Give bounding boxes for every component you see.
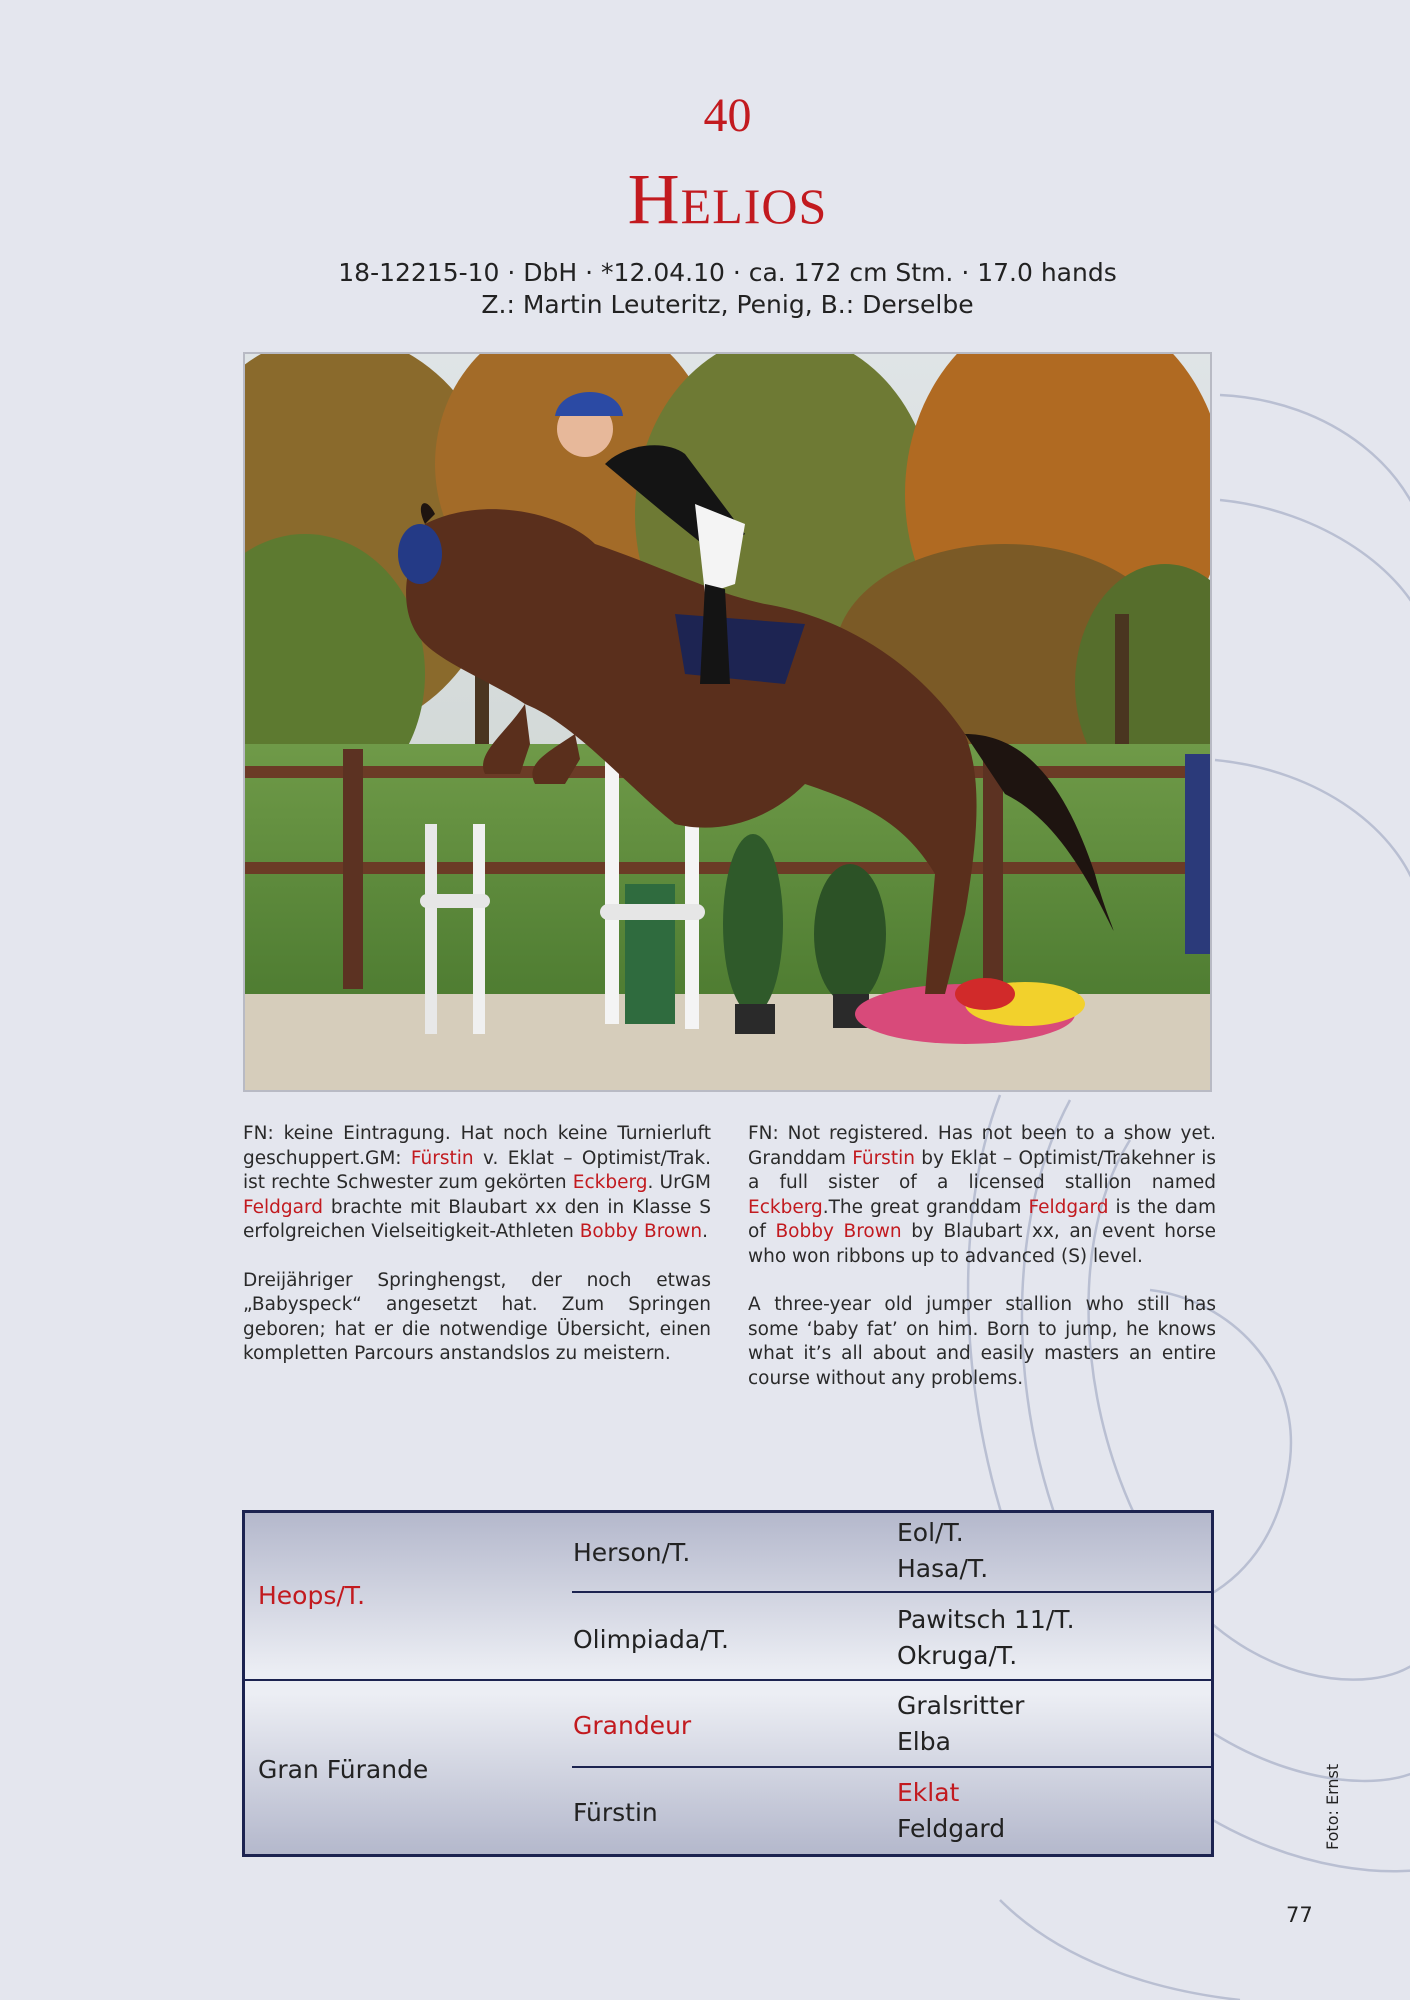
pedigree-sire-dam: Olimpiada/T. (573, 1625, 729, 1654)
description-german (243, 1122, 711, 1391)
pedigree-dam-sire: Grandeur (573, 1711, 692, 1740)
text-segment: is the dam of (748, 1196, 1216, 1242)
highlight-eckberg: Eckberg (572, 1172, 648, 1193)
pedigree-sire: Heops/T. (258, 1581, 366, 1610)
pedigree-dam: Gran Fürande (258, 1755, 429, 1784)
horse-details: 18-12215-10 · DbH · *12.04.10 · ca. 172 cm Stm. · 17.0 hands (338, 258, 1117, 287)
text-segment: . UrGM (647, 1172, 711, 1193)
highlight-bobby-brown: Bobby Brown (579, 1221, 703, 1242)
photo-credit: Foto: Ernst (1323, 1763, 1342, 1850)
english-paragraph-assessment: A three-year old jumper stallion who still has some ‘baby fat’ on him. Born to jump, he knows what it’s all about and easily masters an entire course without any problems. (748, 1294, 1216, 1389)
pedigree-sire-sire-sire: Eol/T. (897, 1518, 964, 1547)
horse-name: Helios (627, 159, 828, 239)
text-segment: .The great granddam (822, 1196, 1029, 1218)
german-paragraph-pedigree (243, 1122, 711, 1245)
pedigree-dam-dam-dam: Feldgard (897, 1814, 1006, 1843)
english-paragraph-pedigree (748, 1122, 1216, 1269)
text-segment: by Blaubart xx, an event horse who won ribbons up to advanced (S) level. (748, 1221, 1216, 1267)
german-paragraph-assessment: Dreijähriger Springhengst, der noch etwas „Babyspeck“ angesetzt hat. Zum Springen geboren; hat er die notwendige Übersicht, einen kompletten Parcours anstandslos zu meistern. (243, 1269, 711, 1364)
pedigree-dam-dam-sire: Eklat (897, 1778, 960, 1807)
pedigree-sire-sire-dam: Hasa/T. (897, 1554, 989, 1583)
pedigree-dam-sire-sire: Gralsritter (897, 1691, 1025, 1720)
lot-number: 40 (703, 89, 752, 142)
highlight-bobby-brown: Bobby Brown (775, 1221, 902, 1242)
highlight-eckberg: Eckberg (748, 1196, 823, 1218)
highlight-feldgard: Feldgard (1028, 1196, 1109, 1218)
text-segment: v. Eklat – Optimist/Trak. ist rechte Schwester zum gekörten (243, 1147, 712, 1193)
horse-jumping-photo (243, 352, 1212, 1092)
text-segment: . (702, 1221, 708, 1242)
highlight-feldgard: Feldgard (243, 1196, 323, 1218)
pedigree-sire-dam-sire: Pawitsch 11/T. (897, 1605, 1075, 1634)
pedigree-divider-main (245, 1679, 1211, 1681)
photo-illustration (245, 354, 1210, 1090)
text-segment: FN: Not registered. Has not been to a show yet. Granddam (748, 1123, 1216, 1169)
breeder-owner: Z.: Martin Leuteritz, Penig, B.: Derselbe (481, 290, 974, 319)
highlight-fuerstin: Fürstin (410, 1147, 474, 1169)
text-segment: FN: keine Eintragung. Hat noch keine Turnierluft geschuppert.GM: (243, 1123, 711, 1169)
pedigree-dam-dam: Fürstin (573, 1798, 658, 1827)
pedigree-divider-upper (572, 1591, 1211, 1593)
description-english (748, 1122, 1216, 1415)
pedigree-table (242, 1510, 1214, 1857)
pedigree-sire-sire: Herson/T. (573, 1538, 691, 1567)
text-segment: brachte mit Blaubart xx den in Klasse S erfolgreichen Vielseitigkeit-Athleten (243, 1196, 711, 1242)
pedigree-sire-dam-dam: Okruga/T. (897, 1641, 1018, 1670)
highlight-fuerstin: Fürstin (852, 1147, 915, 1169)
pedigree-divider-lower (572, 1766, 1211, 1768)
page-number: 77 (1286, 1903, 1313, 1927)
pedigree-dam-sire-dam: Elba (897, 1727, 951, 1756)
text-segment: by Eklat – Optimist/Trakehner is a full sister of a licensed stallion named (748, 1147, 1216, 1193)
